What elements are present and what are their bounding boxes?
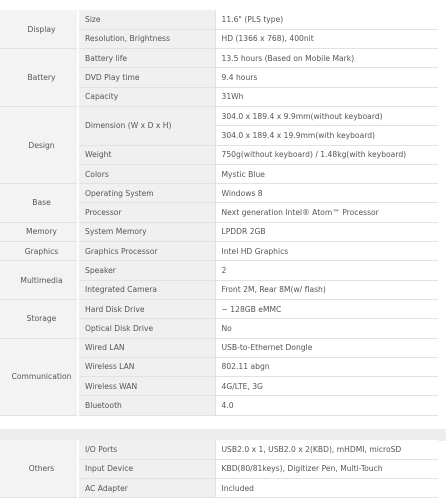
- category-label: Memory: [0, 222, 78, 241]
- spec-value: Intel HD Graphics: [215, 242, 438, 261]
- spec-value: 31Wh: [215, 87, 438, 106]
- category-label: Others: [0, 440, 78, 498]
- spec-row: [0, 106, 438, 125]
- spec-value: 11.6" (PLS type): [215, 10, 438, 29]
- spec-value: 2: [215, 261, 438, 280]
- spec-key: Colors: [78, 164, 215, 183]
- spec-key: Size: [78, 10, 215, 29]
- spec-value: Next generation Intel® Atom™ Processor: [215, 203, 438, 222]
- spec-value: 802.11 abgn: [215, 357, 438, 376]
- spec-value: USB-to-Ethernet Dongle: [215, 338, 438, 357]
- category-label: Battery: [0, 49, 78, 107]
- spec-key: System Memory: [78, 222, 215, 241]
- spec-row: [0, 440, 438, 459]
- spec-value: 750g(without keyboard) / 1.48kg(with keyboard): [215, 145, 438, 164]
- spec-value: Front 2M, Rear 8M(w/ flash): [215, 280, 438, 299]
- spec-value: 13.5 hours (Based on Mobile Mark): [215, 49, 438, 68]
- spec-row: [0, 49, 438, 68]
- spec-key: Dimension (W x D x H): [78, 106, 215, 145]
- spec-row: [0, 184, 438, 203]
- spec-key: Integrated Camera: [78, 280, 215, 299]
- spec-value: 4G/LTE, 3G: [215, 377, 438, 396]
- spec-value: USB2.0 x 1, USB2.0 x 2(KBD), mHDMI, microSD: [215, 440, 438, 459]
- spec-key: Resolution, Brightness: [78, 29, 215, 48]
- spec-key: Capacity: [78, 87, 215, 106]
- spec-key: AC Adapter: [78, 479, 215, 498]
- category-label: Communication: [0, 338, 78, 415]
- spec-row: [0, 261, 438, 280]
- spec-value: 304.0 x 189.4 x 9.9mm(without keyboard): [215, 106, 438, 125]
- spec-value: LPDDR 2GB: [215, 222, 438, 241]
- spec-value: HD (1366 x 768), 400nit: [215, 29, 438, 48]
- spec-value: 304.0 x 189.4 x 19.9mm(with keyboard): [215, 126, 438, 145]
- spec-row: [0, 222, 438, 241]
- category-label: Base: [0, 184, 78, 223]
- spec-key: Hard Disk Drive: [78, 299, 215, 318]
- spec-row: [0, 10, 438, 29]
- spec-key: Processor: [78, 203, 215, 222]
- spec-key: Battery life: [78, 49, 215, 68]
- spec-value: KBD(80/81keys), Digitizer Pen, Multi-Touch: [215, 459, 438, 478]
- category-label: Design: [0, 106, 78, 183]
- spec-value: Included: [215, 479, 438, 498]
- spec-key: Weight: [78, 145, 215, 164]
- spec-value: 4.0: [215, 396, 438, 415]
- spec-key: Wireless WAN: [78, 377, 215, 396]
- spec-key: Speaker: [78, 261, 215, 280]
- spec-key: DVD Play time: [78, 68, 215, 87]
- spec-row: [0, 242, 438, 261]
- category-label: Display: [0, 10, 78, 49]
- category-label: Graphics: [0, 242, 78, 261]
- spec-key: Wired LAN: [78, 338, 215, 357]
- spec-value: Windows 8: [215, 184, 438, 203]
- spec-value: 9.4 hours: [215, 68, 438, 87]
- spec-row: [0, 299, 438, 318]
- spec-row: [0, 338, 438, 357]
- spec-key: Graphics Processor: [78, 242, 215, 261]
- spec-key: Bluetooth: [78, 396, 215, 415]
- category-label: Multimedia: [0, 261, 78, 300]
- spec-key: Input Device: [78, 459, 215, 478]
- spec-value: No: [215, 319, 438, 338]
- spec-key: Optical Disk Drive: [78, 319, 215, 338]
- spec-value: Mystic Blue: [215, 164, 438, 183]
- spec-key: Wireless LAN: [78, 357, 215, 376]
- spec-table-others: [0, 440, 438, 498]
- spec-key: I/O Ports: [78, 440, 215, 459]
- spec-value: ~ 128GB eMMC: [215, 299, 438, 318]
- spec-key: Operating System: [78, 184, 215, 203]
- spec-table: [0, 10, 438, 416]
- category-label: Storage: [0, 299, 78, 338]
